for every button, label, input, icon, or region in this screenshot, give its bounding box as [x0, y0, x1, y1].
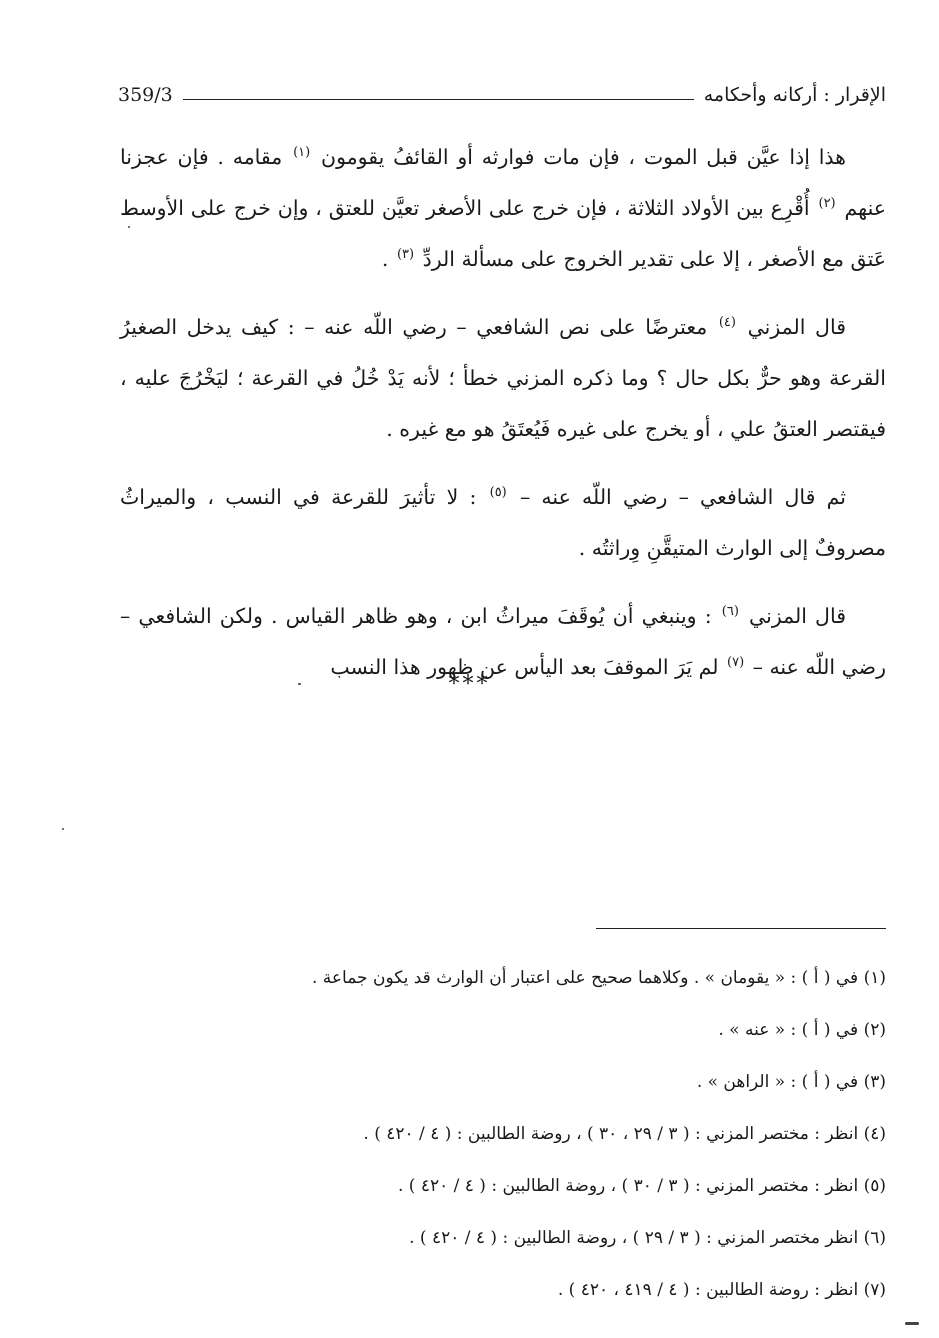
- footnote-reference[interactable]: (٧): [727, 655, 745, 671]
- body-text-segment: ثم قال الشافعي – رضي اللّه عنه –: [508, 485, 846, 509]
- body-text-segment: هذا إذا عيَّن قبل الموت ، فإن مات فوارثه أو القائفُ يقومون: [312, 145, 846, 169]
- footnote-item: (٢) في ( أ ) : « عنه » .: [718, 1020, 886, 1040]
- body-text-segment: .: [381, 247, 395, 271]
- footnote-rule: [596, 928, 886, 929]
- footnote-reference[interactable]: (٢): [818, 196, 836, 212]
- body-paragraph: [120, 302, 886, 455]
- body-text-segment: أُقْرِع بين الأولاد الثلاثة ، فإن خرج على الأصغر تعيَّن للعتق ، وإن خرج على الأوسط عَتق مع الأصغر ، إلا على تقدير الخروج على مسألة الردِّ: [120, 196, 886, 271]
- footnote-item: (١) في ( أ ) : « يقومان » . وكلاهما صحيح على اعتبار أن الوارث قد يكون جماعة .: [311, 968, 886, 988]
- body-paragraph: [120, 132, 886, 285]
- body-text-segment: معترضًا على نص الشافعي – رضي اللّه عنه – : كيف يدخل الصغيرُ القرعة وهو حرٌّ بكل حال ؟ وما ذكره المزني خطأ ؛ لأنه يَدْ خُلُ في القرعة ؛ ليَخْرُجَ عليه ، فيقتصر العتقُ علي ، أو يخرج على غيره فَيُعتَقُ هو مع غيره .: [120, 315, 886, 441]
- body-text-segment: لم يَرَ الموقفَ بعد اليأس عن ظهور هذا النسب: [330, 655, 726, 679]
- footnote-reference[interactable]: (١): [293, 145, 311, 161]
- body-paragraph: [120, 472, 886, 574]
- footnote-reference[interactable]: (٦): [721, 604, 739, 620]
- footnote-item: (٤) انظر : مختصر المزني : ( ٣ / ٢٩ ، ٣٠ ) ، روضة الطالبين : ( ٤ / ٤٢٠ ) .: [363, 1124, 886, 1144]
- header-title: الإقرار : أركانه وأحكامه: [703, 84, 886, 106]
- footnote-item: (٥) انظر : مختصر المزني : ( ٣ / ٣٠ ) ، روضة الطالبين : ( ٤ / ٤٢٠ ) .: [397, 1176, 886, 1196]
- header-rule: [183, 99, 694, 100]
- body-text-segment: : وينبغي أن يُوقَفَ ميراثُ ابن ، وهو ظاهر القياس . ولكن الشافعي –رضي اللّه عنه –: [120, 604, 886, 679]
- footnote-item: (٦) انظر مختصر المزني : ( ٣ / ٢٩ ) ، روضة الطالبين : ( ٤ / ٤٢٠ ) .: [409, 1228, 886, 1248]
- footnotes: [120, 952, 886, 1316]
- footnote-reference[interactable]: (٣): [396, 247, 415, 263]
- page-number: 359/3: [118, 84, 173, 106]
- body-text-segment: : لا تأثيرَ للقرعة في النسب ، والميراثُ مصروفٌ إلى الوارث المتيقَّنِ وِراثتُه .: [120, 485, 886, 560]
- main-text: [120, 132, 886, 693]
- body-text-segment: قال المزني: [740, 604, 846, 628]
- running-header: [118, 78, 886, 112]
- footnote-item: (٣) في ( أ ) : « الراهن » .: [696, 1072, 886, 1092]
- footnote-reference[interactable]: (٤): [718, 315, 736, 331]
- section-separator: ***: [448, 672, 491, 697]
- footnote-item: (٧) انظر : روضة الطالبين : ( ٤ / ٤١٩ ، ٤٢٠ ) .: [557, 1280, 886, 1300]
- footnote-reference[interactable]: (٥): [489, 485, 507, 501]
- body-text-segment: قال المزني: [737, 315, 846, 339]
- body-text-segment: مقامه . فإن عجزنا عنهم: [120, 145, 886, 220]
